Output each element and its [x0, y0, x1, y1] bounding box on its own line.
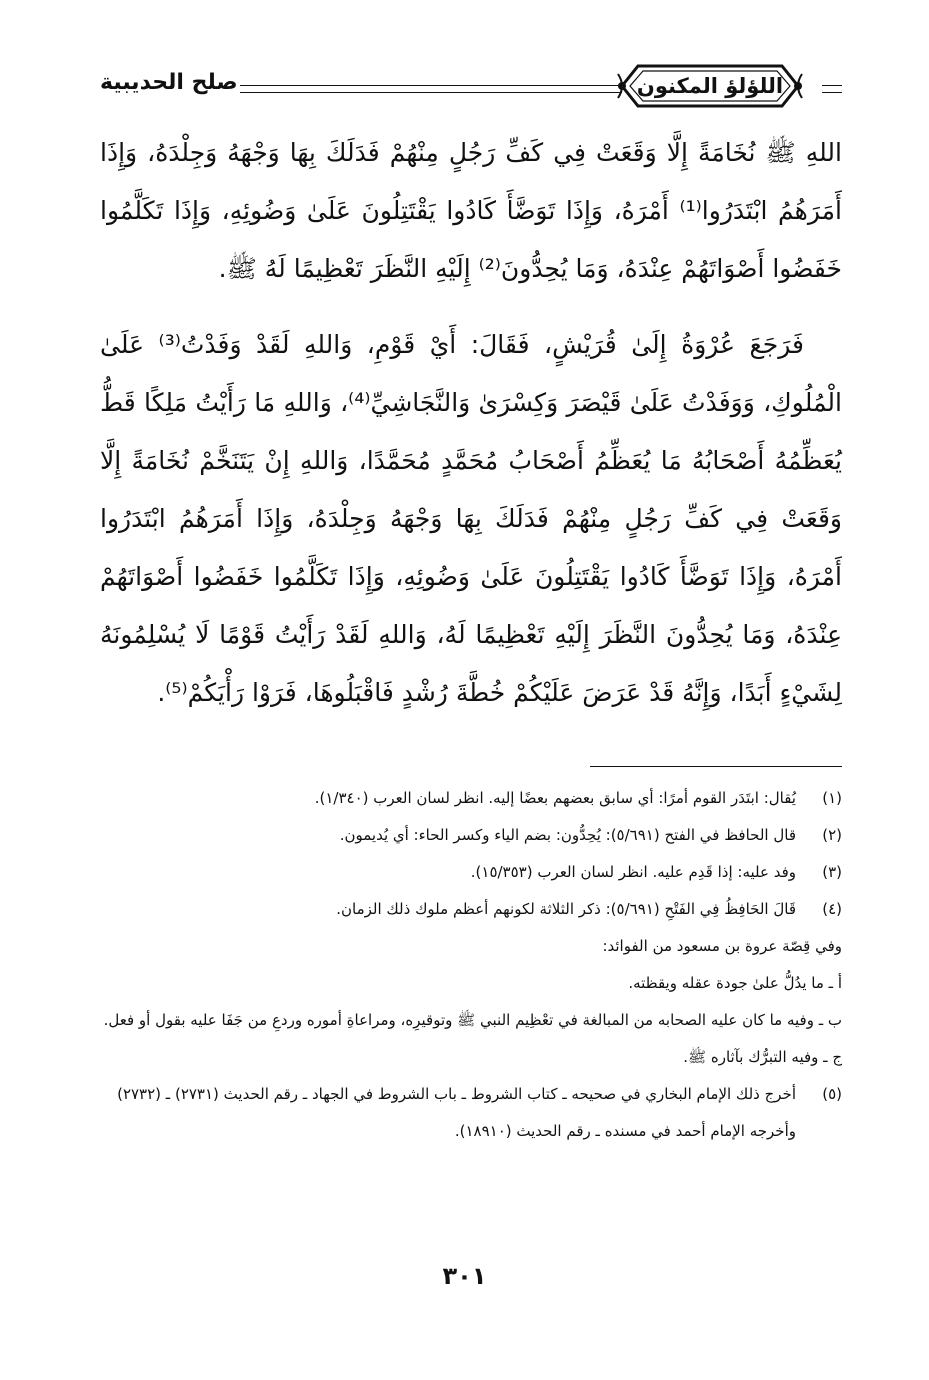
footnote-text: قال الحافظ في الفتح (٥/٦٩١): يُحِدُّون: بضم الياء وكسر الحاء: أي يُديمون. [339, 826, 796, 844]
footnote-number: (٥) [822, 1085, 842, 1103]
footnote-text: يُقال: ابتَدَر القوم أمرًا: أي سابق بعضهم بعضًا إليه. انظر لسان العرب (١/٣٤٠). [314, 789, 796, 807]
header-rule-left [240, 85, 622, 93]
footnote-4-benefits-intro: وفي قِصّة عروة بن مسعود من الفوائد: [602, 937, 842, 955]
footnote-4-benefit-a: أ ـ ما يدُلُّ علىٰ جودة عقله ويقظته. [628, 974, 842, 992]
footnote-2 [100, 817, 842, 854]
footnote-divider [590, 766, 842, 767]
page-header [100, 52, 842, 122]
footnote-4-benefit-c: ج ـ وفيه التبرُّك بآثاره ﷺ. [683, 1048, 842, 1066]
footnote-4-benefit-b: ب ـ وفيه ما كان عليه الصحابه من المبالغة في تعْظِيم النبي ﷺ وتوقيرِه، ومراعاةِ أموره وردعِ من جَفَا عليه بقول أو فعل. [103, 1011, 842, 1029]
footnote-4 [100, 891, 842, 928]
paragraph-2: فَرَجَعَ عُرْوَةُ إِلَىٰ قُرَيْشٍ، فَقَالَ: أَيْ قَوْمِ، وَاللهِ لَقَدْ وَفَدْتُ⁽³⁾ عَلَىٰ الْمُلُوكِ، وَوَفَدْتُ عَلَىٰ قَيْصَرَ وَكِسْرَىٰ وَالنَّجَاشِيِّ⁽⁴⁾، وَاللهِ مَا رَأَيْتُ مَلِكًا قَطُّ يُعَظِّمُهُ أَصْحَابُهُ مَا يُعَظِّمُ أَصْحَابُ مُحَمَّدٍ مُحَمَّدًا، وَاللهِ إِنْ يَتَنَخَّمْ نُخَامَةً إِلَّا وَقَعَتْ فِي كَفِّ رَجُلٍ مِنْهُمْ فَدَلَكَ بِهَا وَجْهَهُ وَجِلْدَهُ، وَإِذَا أَمَرَهُمُ ابْتَدَرُوا أَمْرَهُ، وَإِذَا تَوَضَّأَ كَادُوا يَقْتَتِلُونَ عَلَىٰ وَضُوئِهِ، وَإِذَا تَكَلَّمُوا خَفَضُوا أَصْوَاتَهُمْ عِنْدَهُ، وَمَا يُحِدُّونَ النَّظَرَ إِلَيْهِ تَعْظِيمًا لَهُ، وَاللهِ لَقَدْ رَأَيْتُ قَوْمًا لَا يُسْلِمُونَهُ لِشَيْءٍ أَبَدًا، وَإِنَّهُ قَدْ عَرَضَ عَلَيْكُمْ خُطَّةَ رُشْدٍ فَاقْبَلُوهَا، فَرَوْا رَأْيَكُمْ⁽⁵⁾. [100, 330, 842, 707]
paragraph-1: اللهِ ﷺ نُخَامَةً إِلَّا وَقَعَتْ فِي كَفِّ رَجُلٍ مِنْهُمْ فَدَلَكَ بِهَا وَجْهَهُ وَجِلْدَهُ، وَإِذَا أَمَرَهُمُ ابْتَدَرُوا⁽¹⁾ أَمْرَهُ، وَإِذَا تَوَضَّأَ كَادُوا يَقْتَتِلُونَ عَلَىٰ وَضُوئِهِ، وَإِذَا تَكَلَّمُوا خَفَضُوا أَصْوَاتَهُمْ عِنْدَهُ، وَمَا يُحِدُّونَ⁽²⁾ إِلَيْهِ النَّظَرَ تَعْظِيمًا لَهُ ﷺ. [100, 138, 843, 283]
chapter-title: صلح الحديبية [100, 70, 238, 95]
footnote-text: قَالَ الحَافِظُ فِي الفَتْحِ (٥/٦٩١): ذكر الثلاثة لكونهم أعظم ملوك ذلك الزمان. [336, 900, 796, 918]
main-text [100, 124, 842, 722]
header-rule-right [822, 85, 842, 93]
footnote-text: أخرج ذلك الإمام البخاري في صحيحه ـ كتاب الشروط ـ باب الشروط في الجهاد ـ رقم الحديث (٢٧٣١) ـ (٢٧٣٢) وأخرجه الإمام أحمد في مسنده ـ رقم الحديث (١٨٩١٠). [117, 1085, 796, 1140]
footnotes [100, 780, 842, 1150]
footnote-number: (٢) [822, 826, 842, 844]
footnote-number: (٣) [822, 863, 842, 881]
book-title: اللؤلؤ المكنون [636, 74, 784, 98]
footnote-5 [100, 1076, 842, 1150]
footnote-text: وفد عليه: إذا قَدِم عليه. انظر لسان العرب (١٥/٣٥٣). [470, 863, 796, 881]
footnote-1 [100, 780, 842, 817]
footnote-number: (٤) [822, 900, 842, 918]
book-title-frame [616, 60, 804, 112]
page-number: ٣٠١ [442, 1262, 487, 1290]
footnote-3 [100, 854, 842, 891]
footnote-number: (١) [822, 789, 842, 807]
